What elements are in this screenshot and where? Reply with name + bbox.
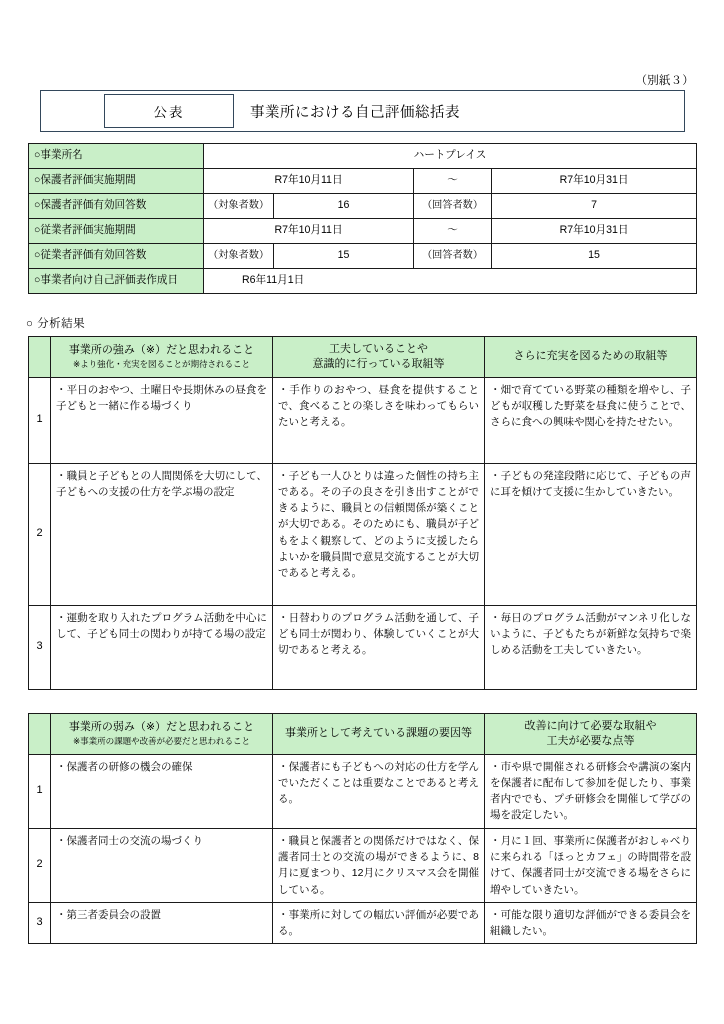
info-value-guardian-answer-count: 7: [492, 194, 697, 219]
weakness-header-improvement-line1: 改善に向けて必要な取組や: [524, 720, 657, 732]
page-title: 事業所における自己評価総括表: [250, 104, 460, 121]
info-value-facility-name: ハートプレイス: [204, 144, 697, 169]
info-value-staff-period-end: R7年10月31日: [492, 219, 697, 244]
info-label-staff-period: ○従業者評価実施期間: [29, 219, 204, 244]
info-value-staff-target-count: 15: [274, 244, 414, 269]
weakness-cell-weakness-3: ・第三者委員会の設置: [51, 902, 273, 944]
info-label-facility-name: ○事業所名: [29, 144, 204, 169]
strength-analysis-table: [28, 336, 697, 690]
info-sublabel-guardian-target-count: （対象者数）: [204, 194, 274, 219]
strength-cell-effort-2: ・子ども一人ひとりは違った個性の持ち主である。その子の良さを引き出すことができるように、職員との信頼関係が築くことが大切である。そのためにも、職員が子どもをよく観察して、どのように支援したらよいかを職員間で意見交流することが大切であると考える。: [273, 463, 485, 605]
info-value-staff-answer-count: 15: [492, 244, 697, 269]
table-row: [29, 377, 697, 463]
weakness-header-improvement: [485, 714, 697, 755]
title-banner: [40, 90, 685, 132]
weakness-header-improvement-line2: 工夫が必要な点等: [546, 734, 635, 747]
document-reference-note: （別紙３）: [635, 75, 694, 87]
table-row: [29, 244, 697, 269]
strength-header-strength-main: 事業所の強み（※）だと思われること: [68, 343, 255, 356]
weakness-header-index: [29, 714, 51, 755]
weakness-header-cause: 事業所として考えている課題の要因等: [273, 714, 485, 755]
strength-row-index-3: 3: [29, 605, 51, 689]
strength-cell-strength-3: ・運動を取り入れたプログラム活動を中心にして、子ども同士の関わりが持てる場の設定: [51, 605, 273, 689]
strength-header-efforts-line1: 工夫していることや: [329, 343, 428, 355]
strength-cell-future-1: ・畑で育てている野菜の種類を増やし、子どもが収穫した野菜を昼食に使うことで、さらに食への興味や関心を持たせたい。: [485, 377, 697, 463]
strength-header-efforts: [273, 337, 485, 378]
strength-cell-strength-2: ・職員と子どもとの人間関係を大切にして、子どもへの支援の仕方を学ぶ場の設定: [51, 463, 273, 605]
info-label-guardian-responses: ○保護者評価有効回答数: [29, 194, 204, 219]
strength-cell-effort-3: ・日替わりのプログラム活動を通して、子ども同士が関わり、体験していくことが大切であると考える。: [273, 605, 485, 689]
info-sublabel-staff-target-count: （対象者数）: [204, 244, 274, 269]
info-value-staff-period-separator: ～: [414, 219, 492, 244]
table-header-row: [29, 337, 697, 378]
strength-header-efforts-line2: 意識的に行っている取組等: [312, 357, 445, 370]
info-value-guardian-period-separator: ～: [414, 169, 492, 194]
info-value-selfeval-created-date: R6年11月1日: [204, 269, 697, 294]
strength-header-index: [29, 337, 51, 378]
table-row: [29, 828, 697, 902]
strength-row-index-1: 1: [29, 377, 51, 463]
weakness-cell-improvement-1: ・市や県で開催される研修会や講演の案内を保護者に配布して参加を促したり、事業者内ででも、プチ研修会を開催して学びの場を設定したい。: [485, 754, 697, 828]
weakness-cell-weakness-1: ・保護者の研修の機会の確保: [51, 754, 273, 828]
table-row: [29, 194, 697, 219]
weakness-row-index-3: 3: [29, 902, 51, 944]
weakness-header-weakness-main: 事業所の弱み（※）だと思われること: [68, 720, 255, 733]
strength-header-strength-sub: ※より強化・充実を図ることが期待されること: [73, 359, 250, 370]
strength-header-strength: [51, 337, 273, 378]
table-row: [29, 463, 697, 605]
table-row: [29, 144, 697, 169]
strength-header-future: さらに充実を図るための取組等: [485, 337, 697, 378]
weakness-cell-cause-3: ・事業所に対しての幅広い評価が必要である。: [273, 902, 485, 944]
info-label-guardian-period: ○保護者評価実施期間: [29, 169, 204, 194]
table-row: [29, 902, 697, 944]
table-row: [29, 754, 697, 828]
weakness-cell-improvement-3: ・可能な限り適切な評価ができる委員会を組織したい。: [485, 902, 697, 944]
weakness-cell-cause-1: ・保護者にも子どもへの対応の仕方を学んでいただくことは重要なことであると考える。: [273, 754, 485, 828]
weakness-header-weakness-sub: ※事業所の課題や改善が必要だと思われること: [73, 736, 250, 747]
info-sublabel-guardian-answer-count: （回答者数）: [414, 194, 492, 219]
facility-info-table: [28, 143, 697, 294]
weakness-cell-weakness-2: ・保護者同士の交流の場づくり: [51, 828, 273, 902]
strength-cell-effort-1: ・手作りのおやつ、昼食を提供することで、食べることの楽しさを味わってもらいたいと考える。: [273, 377, 485, 463]
table-row: [29, 219, 697, 244]
strength-row-index-2: 2: [29, 463, 51, 605]
publication-stamp: 公表: [104, 94, 234, 128]
table-row: [29, 605, 697, 689]
strength-cell-future-3: ・毎日のプログラム活動がマンネリ化しないように、子どもたちが新鮮な気持ちで楽しめる活動を工夫していきたい。: [485, 605, 697, 689]
info-label-staff-responses: ○従業者評価有効回答数: [29, 244, 204, 269]
table-header-row: [29, 714, 697, 755]
weakness-row-index-1: 1: [29, 754, 51, 828]
info-value-guardian-target-count: 16: [274, 194, 414, 219]
table-row: [29, 169, 697, 194]
weakness-header-weakness: [51, 714, 273, 755]
weakness-cell-cause-2: ・職員と保護者との関係だけではなく、保護者同士との交流の場ができるように、8月に夏まつり、12月にクリスマス会を開催している。: [273, 828, 485, 902]
info-label-selfeval-created-date: ○事業者向け自己評価表作成日: [29, 269, 204, 294]
info-value-staff-period-start: R7年10月11日: [204, 219, 414, 244]
info-sublabel-staff-answer-count: （回答者数）: [414, 244, 492, 269]
section-heading-analysis: ○ 分析結果: [26, 318, 86, 330]
info-value-guardian-period-start: R7年10月11日: [204, 169, 414, 194]
strength-cell-future-2: ・子どもの発達段階に応じて、子どもの声に耳を傾けて支援に生かしていきたい。: [485, 463, 697, 605]
table-row: [29, 269, 697, 294]
strength-cell-strength-1: ・平日のおやつ、土曜日や長期休みの昼食を子どもと一緒に作る場づくり: [51, 377, 273, 463]
weakness-cell-improvement-2: ・月に１回、事業所に保護者がおしゃべりに来られる「ほっとカフェ」の時間帯を設けて、保護者同士が交流できる場をさらに増やしていきたい。: [485, 828, 697, 902]
info-value-guardian-period-end: R7年10月31日: [492, 169, 697, 194]
weakness-row-index-2: 2: [29, 828, 51, 902]
weakness-analysis-table: [28, 713, 697, 944]
